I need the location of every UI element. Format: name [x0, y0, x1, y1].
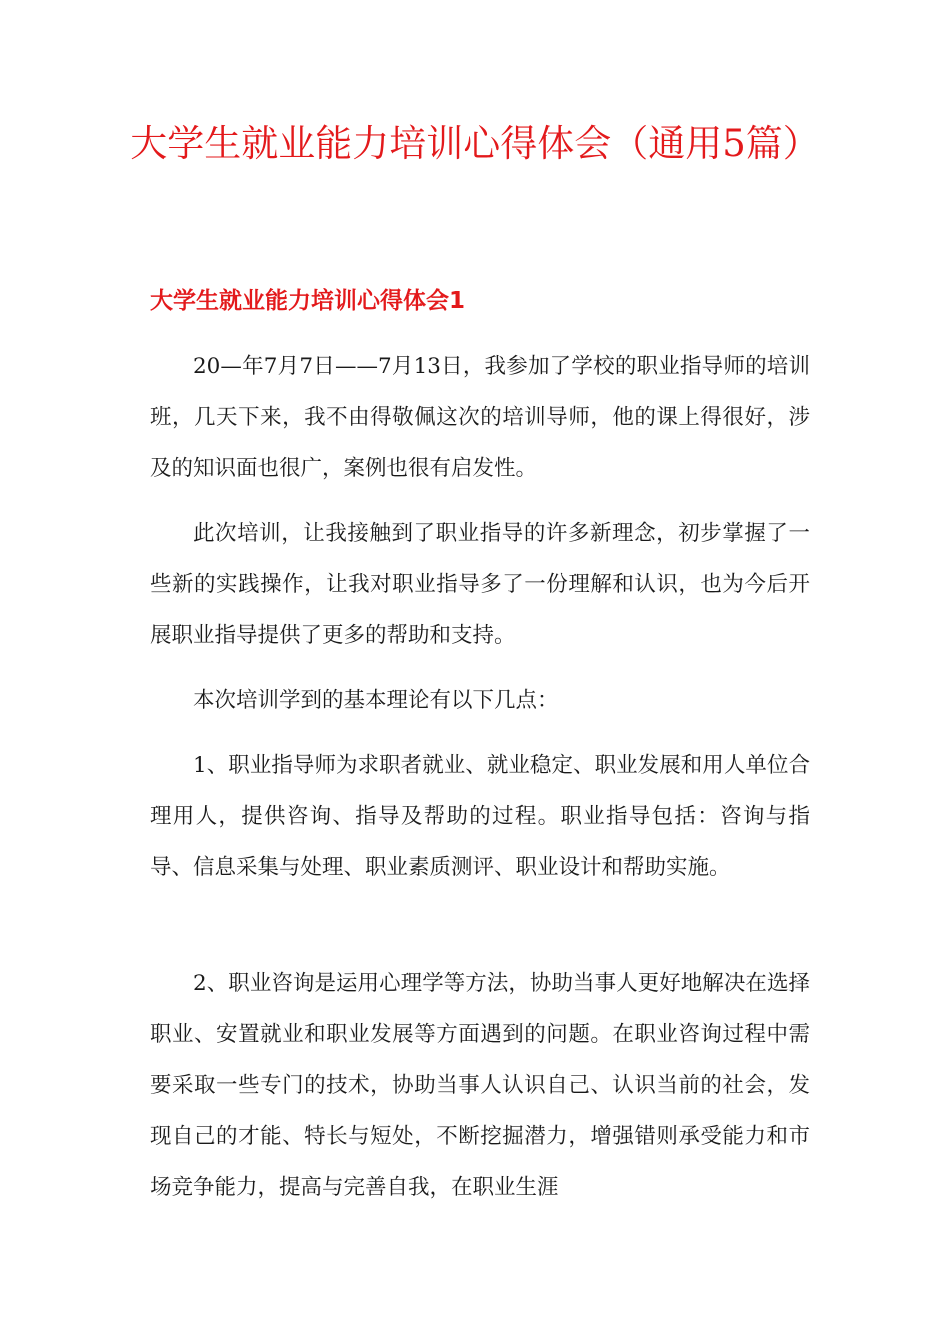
paragraph-1: 20—年7月7日——7月13日，我参加了学校的职业指导师的培训班，几天下来，我不由得敬佩这次的培训导师，他的课上得很好，涉及的知识面也很广，案例也很有启发性。	[150, 354, 810, 481]
paragraph-5: 2、职业咨询是运用心理学等方法，协助当事人更好地解决在选择职业、安置就业和职业发展等方面遇到的问题。在职业咨询过程中需要采取一些专门的技术，协助当事人认识自己、认识当前的社会，发现自己的才能、特长与短处，不断挖掘潜力，增强错则承受能力和市场竞争能力，提高与完善自我，在职业生涯	[150, 971, 810, 1200]
paragraph-4: 1、职业指导师为求职者就业、就业稳定、职业发展和用人单位合理用人，提供咨询、指导及帮助的过程。职业指导包括：咨询与指导、信息采集与处理、职业素质测评、职业设计和帮助实施。	[150, 753, 810, 880]
section-heading: 大学生就业能力培训心得体会1	[150, 288, 466, 314]
paragraph-3: 本次培训学到的基本理论有以下几点：	[193, 688, 559, 713]
document-title: 大学生就业能力培训心得体会（通用5篇）	[130, 122, 820, 165]
paragraph-2: 此次培训，让我接触到了职业指导的许多新理念，初步掌握了一些新的实践操作，让我对职业指导多了一份理解和认识，也为今后开展职业指导提供了更多的帮助和支持。	[150, 521, 810, 648]
